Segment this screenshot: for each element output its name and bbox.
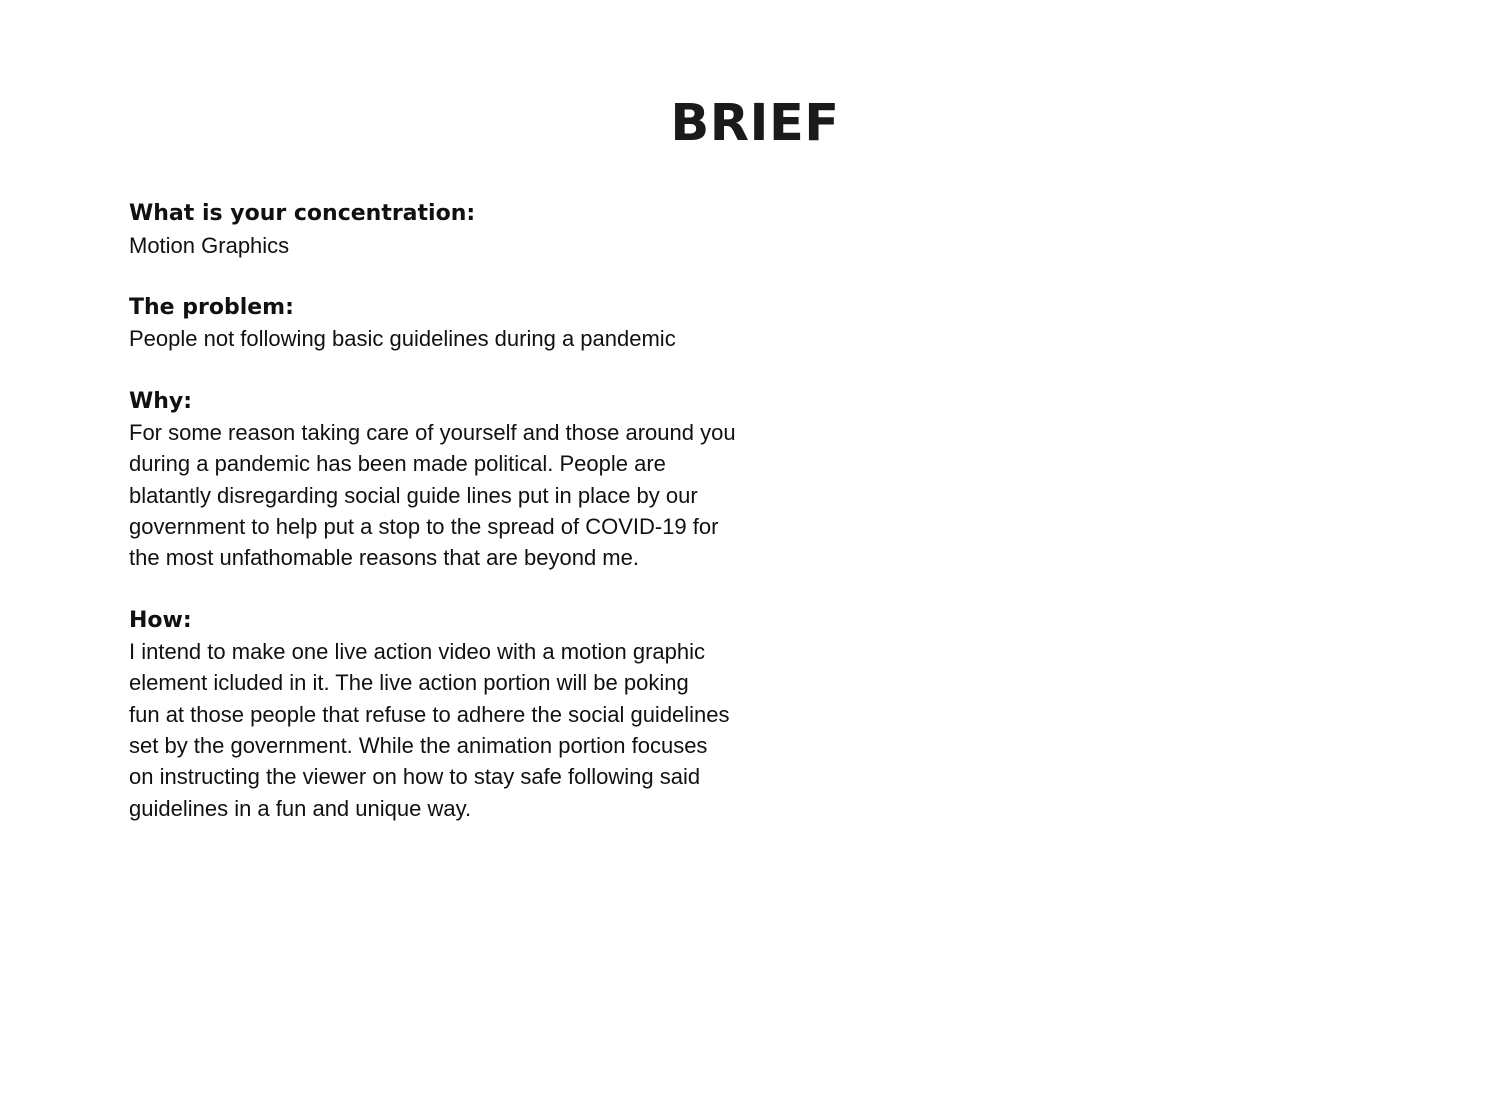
page-title: BRIEF [670,94,840,153]
section-body: For some reason taking care of yourself and those around you during a pandemic has been made political. People are blatantly disregarding social guide lines put in place by our government to help put a stop to the spread of COVID-19 for the most unfathomable reasons that are beyond me. [129,420,736,571]
section-heading: Why: [129,388,193,414]
section-body: People not following basic guidelines during a pandemic [129,326,676,352]
brief-content [129,198,789,855]
section-heading: What is your concentration: [129,201,476,226]
section-problem [129,292,789,355]
section-heading: The problem: [129,294,294,320]
section-heading: How: [129,607,192,633]
section-body: I intend to make one live action video with a motion graphic element icluded in it. The live action portion will be poking fun at those people that refuse to adhere the social guidelines set by the government. While the animation portion focuses on instructing the viewer on how to stay safe following said guidelines in a fun and unique way. [129,639,730,821]
section-why [129,386,789,574]
section-body: Motion Graphics [129,232,290,258]
section-concentration [129,198,789,261]
section-how [129,605,789,824]
